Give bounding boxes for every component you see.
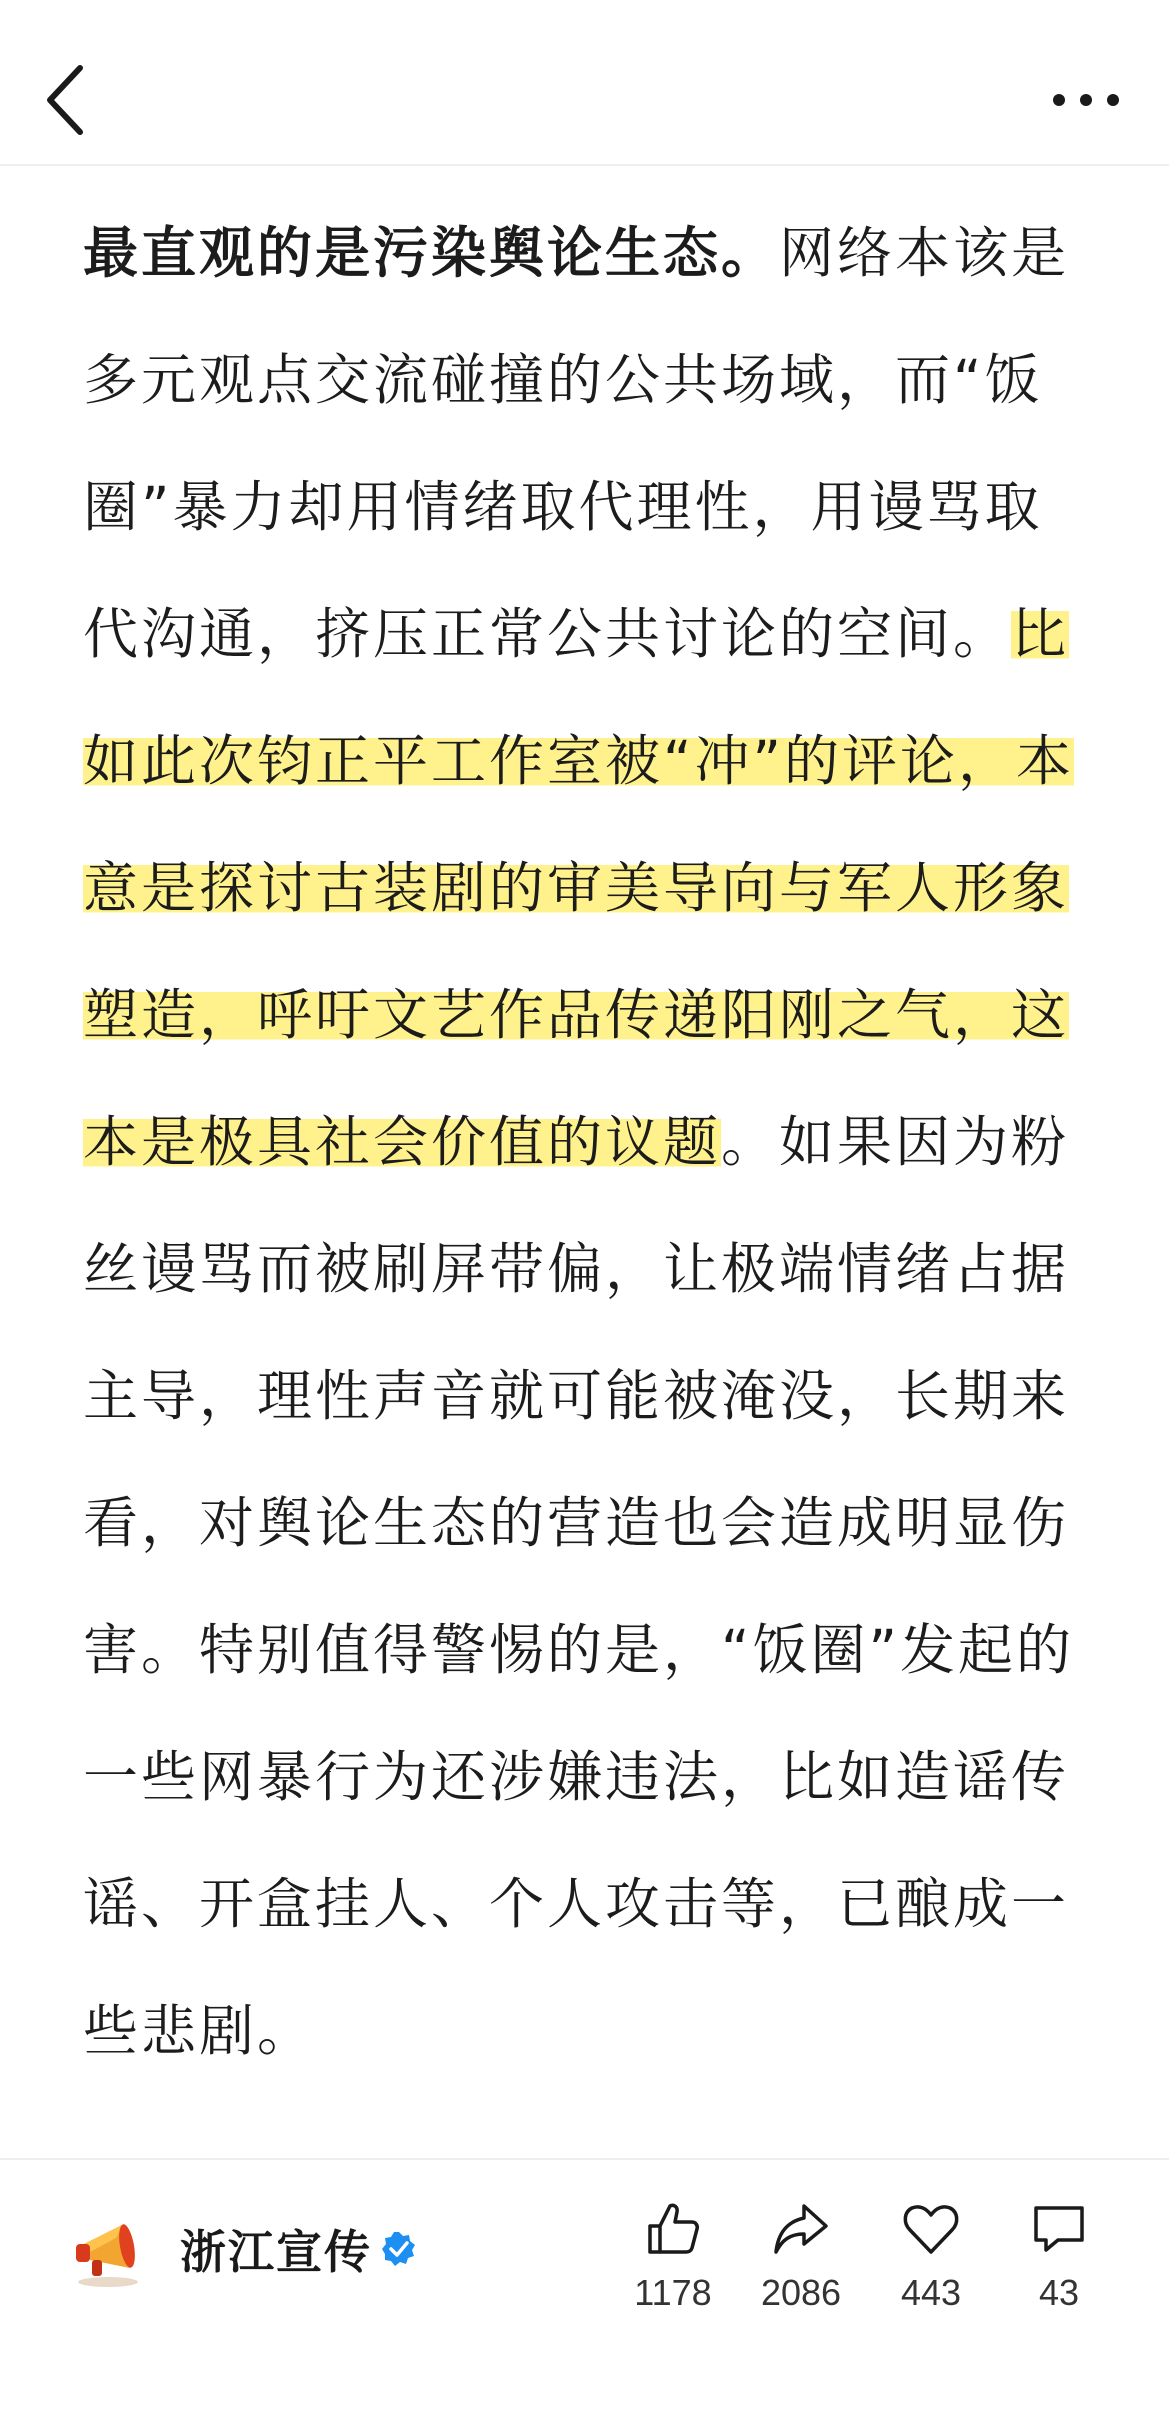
share-count: 2086 [760, 2272, 842, 2313]
article-text: 网络本该是多元观点交流碰撞的公共场域，而“饭圈”暴力却用情绪取代理性，用谩骂取代沟通，挤压正常公共讨论的空间。 [83, 221, 1070, 666]
comment-bubble-icon [1028, 2198, 1090, 2260]
heart-icon [900, 2198, 962, 2260]
highlighted-text: 比如此次钧正平工作室被“冲”的评论，本意是探讨古装剧的审美导向与军人形象塑造，呼吁文艺作品传递阳刚之气，这本是极具社会价值的议题 [83, 602, 1074, 1174]
share-button[interactable] [736, 2198, 866, 2314]
more-options-button[interactable] [1031, 60, 1141, 140]
favorite-button[interactable] [866, 2198, 996, 2314]
thumbs-up-icon [642, 2198, 704, 2260]
article-text-continued: 。如果因为粉丝谩骂而被刷屏带偏，让极端情绪占据主导，理性声音就可能被淹没，长期来看，对舆论生态的营造也会造成明显伤害。特别值得警惕的是，“饭圈”发起的一些网暴行为还涉嫌违法，比如造谣传谣、开盒挂人、个人攻击等，已酿成一些悲剧。 [83, 1110, 1074, 2063]
share-arrow-icon [770, 2198, 832, 2260]
favorite-count: 443 [900, 2272, 962, 2313]
like-button[interactable] [608, 2198, 738, 2314]
article-body [83, 190, 1093, 2095]
comment-button[interactable] [994, 2198, 1124, 2314]
author-link[interactable] [180, 2216, 418, 2282]
megaphone-icon[interactable] [68, 2212, 148, 2292]
chevron-left-icon [28, 52, 108, 148]
top-navigation-bar [0, 0, 1169, 166]
post-footer-bar [0, 2158, 1169, 2430]
more-dots-icon [1031, 60, 1141, 140]
verified-badge-icon [380, 2230, 418, 2268]
comment-count: 43 [1038, 2272, 1080, 2313]
back-button[interactable] [28, 52, 108, 148]
author-name: 浙江宣传 [180, 2225, 372, 2279]
like-count: 1178 [634, 2272, 712, 2313]
article-lead-sentence: 最直观的是污染舆论生态。 [83, 221, 780, 285]
